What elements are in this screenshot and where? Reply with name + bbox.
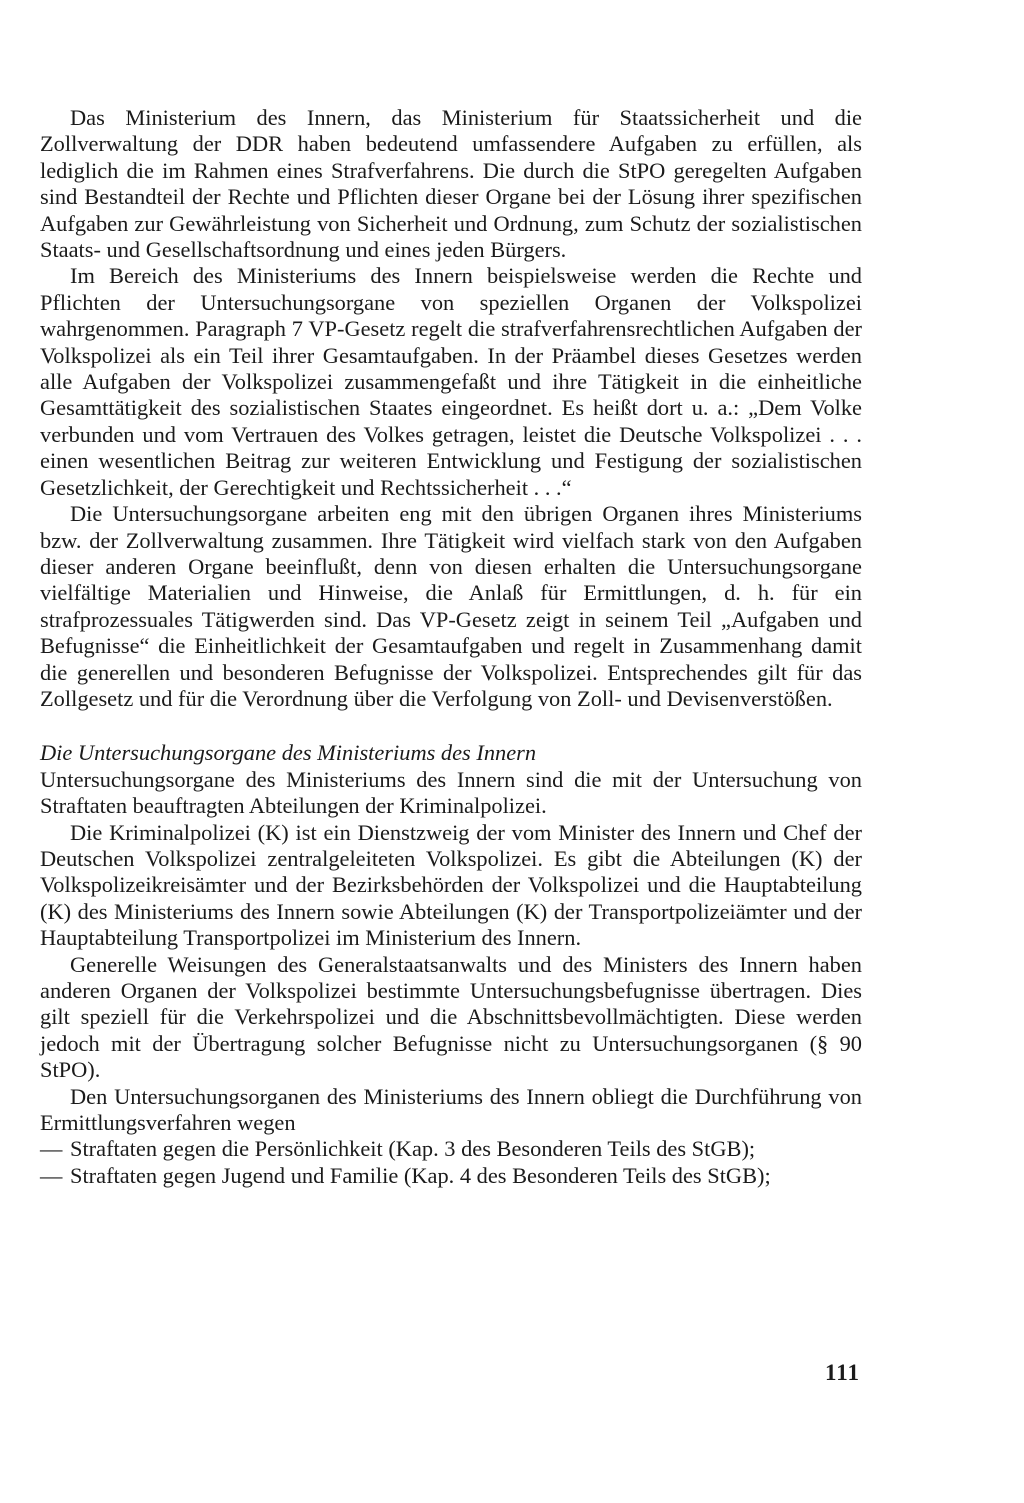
paragraph-6: Generelle Weisungen des Generalstaatsanwalts und des Ministers des Innern haben anderen Organen der Volkspolizei bestimmte Untersuchungsbefugnisse übertragen. Dies gilt speziell für die Verkehrspolizei und die Abschnittsbevollmächtigten. Diese werden jedoch mit der Übertragung solcher Befugnisse nicht zu Untersuchungsorganen (§ 90 StPO).: [40, 951, 862, 1083]
dash-bullet: —: [40, 1162, 63, 1188]
list-item: [40, 1163, 862, 1189]
paragraph-5: Die Kriminalpolizei (K) ist ein Dienstzweig der vom Minister des Innern und Chef der Deutschen Volkspolizei zentralgeleiteten Volkspolizei. Es gibt die Abteilungen (K) der Volkspolizeikreisämter und der Bezirksbehörden der Volkspolizei und die Hauptabteilung (K) des Ministeriums des Innern sowie Abteilungen (K) der Transportpolizeiämter und der Hauptabteilung Transportpolizei im Ministerium des Innern.: [40, 819, 862, 951]
list-item: [40, 1136, 862, 1162]
paragraph-3: Die Untersuchungsorgane arbeiten eng mit den übrigen Organen ihres Ministeriums bzw. der Zollverwaltung zusammen. Ihre Tätigkeit wird vielfach stark von den Aufgaben dieser anderen Organe beeinflußt, denn von diesen erhalten die Untersuchungsorgane vielfältige Materialien und Hinweise, die Anlaß für Ermittlungen, d. h. für ein strafprozessuales Tätigwerden sind. Das VP-Gesetz zeigt in seinem Teil „Aufgaben und Befugnisse“ die Einheitlichkeit der Gesamtaufgaben und regelt in Zusammenhang damit die generellen und besonderen Befugnisse der Volkspolizei. Entsprechendes gilt für das Zollgesetz und für die Verordnung über die Verfolgung von Zoll- und Devisenverstößen.: [40, 501, 862, 711]
list-item-text: Straftaten gegen die Persönlichkeit (Kap. 3 des Besonderen Teils des StGB);: [70, 1136, 756, 1162]
section-heading: Die Untersuchungsorgane des Ministeriums des Innern: [40, 740, 537, 766]
paragraph-7: Den Untersuchungsorganen des Ministeriums des Innern obliegt die Durchführung von Ermittlungsverfahren wegen: [40, 1083, 862, 1136]
offense-list: [40, 1136, 862, 1189]
dash-bullet: —: [40, 1136, 63, 1162]
page-number: 111: [825, 1360, 860, 1385]
paragraph-2: Im Bereich des Ministeriums des Innern beispielsweise werden die Rechte und Pflichten der Untersuchungsorgane von speziellen Organen der Volkspolizei wahrgenommen. Paragraph 7 VP-Gesetz regelt die strafverfahrensrechtlichen Aufgaben der Volkspolizei als ein Teil ihrer Gesamtaufgaben. In der Präambel dieses Gesetzes werden alle Aufgaben der Volkspolizei zusammengefaßt und ihre Tätigkeit in die einheitliche Gesamttätigkeit des sozialistischen Staates eingeordnet. Es heißt dort u. a.: „Dem Volke verbunden und vom Vertrauen des Volkes getragen, leistet die Deutsche Volkspolizei . . . einen wesentlichen Beitrag zur weiteren Entwicklung und Festigung der sozialistischen Gesetzlichkeit, der Gerechtigkeit und Rechtssicherheit . . .“: [40, 263, 862, 500]
body-text: [40, 105, 862, 1189]
paragraph-1: Das Ministerium des Innern, das Ministerium für Staatssicherheit und die Zollverwaltung der DDR haben bedeutend umfassendere Aufgaben zu erfüllen, als lediglich die im Rahmen eines Strafverfahrens. Die durch die StPO geregelten Aufgaben sind Bestandteil der Rechte und Pflichten dieser Organe bei der Lösung ihrer spezifischen Aufgaben zur Gewährleistung von Sicherheit und Ordnung, zum Schutz der sozialistischen Staats- und Gesellschaftsordnung und eines jeden Bürgers.: [40, 105, 862, 263]
list-item-text: Straftaten gegen Jugend und Familie (Kap. 4 des Besonderen Teils des StGB);: [70, 1162, 771, 1188]
paragraph-4: Untersuchungsorgane des Ministeriums des Innern sind die mit der Untersuchung von Straftaten beauftragten Abteilungen der Kriminalpolizei.: [40, 766, 862, 819]
